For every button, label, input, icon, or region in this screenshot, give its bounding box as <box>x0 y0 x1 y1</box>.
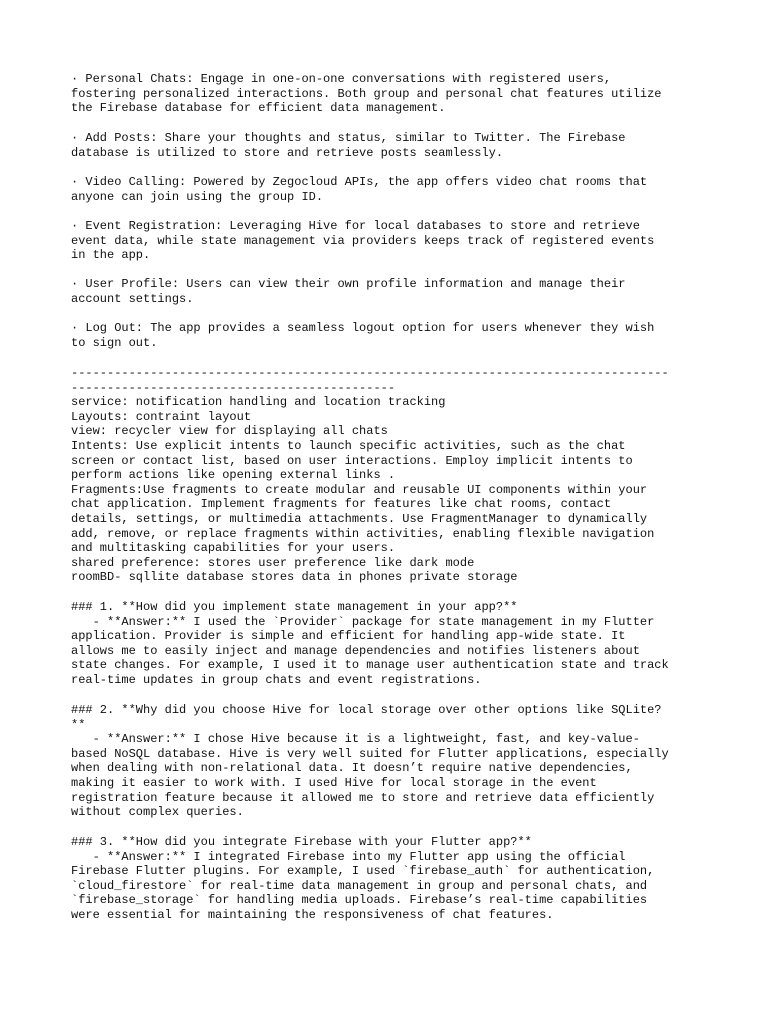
text-line: chat application. Implement fragments for features like chat rooms, contact <box>71 497 612 512</box>
question-heading: ### 3. **How did you integrate Firebase with your Flutter app?** <box>71 835 532 849</box>
text-line: and multitasking capabilities for your users. <box>71 541 396 556</box>
qa-hive-storage <box>71 703 721 820</box>
feature-user-profile <box>71 277 721 306</box>
text-line: Firebase Flutter plugins. For example, I used `firebase_auth` for authentication, <box>71 864 655 879</box>
feature-add-posts <box>71 131 721 160</box>
question-heading: ### 2. **Why did you choose Hive for local storage over other options like SQLite? <box>71 703 662 717</box>
text-line: `cloud_firestore` for real-time data management in group and personal chats, and <box>71 878 648 893</box>
text-line: fostering personalized interactions. Both group and personal chat features utilize <box>71 86 662 101</box>
text-line: - **Answer:** I integrated Firebase into my Flutter app using the official <box>71 849 626 864</box>
text-line: ** <box>71 717 86 732</box>
text-line: application. Provider is simple and efficient for handling app-wide state. It <box>71 629 626 644</box>
text-line: Layouts: contraint layout <box>71 409 252 424</box>
text-line: · Event Registration: Leveraging Hive for local databases to store and retrieve <box>71 219 640 233</box>
text-line: · Video Calling: Powered by Zegocloud APIs, the app offers video chat rooms that <box>71 175 648 189</box>
text-line: database is utilized to store and retrieve posts seamlessly. <box>71 145 504 160</box>
android-notes <box>71 366 721 585</box>
text-line: perform actions like opening external links . <box>71 468 396 483</box>
text-line: · Log Out: The app provides a seamless logout option for users whenever they wish <box>71 321 655 335</box>
text-line: add, remove, or replace fragments within activities, enabling flexible navigation <box>71 526 655 541</box>
text-line: service: notification handling and location tracking <box>71 395 446 410</box>
text-line: event data, while state management via providers keeps track of registered events <box>71 233 655 248</box>
text-line: screen or contact list, based on user interactions. Employ implicit intents to <box>71 453 633 468</box>
text-line: Fragments:Use fragments to create modular and reusable UI components within your <box>71 482 648 497</box>
text-line: account settings. <box>71 291 194 306</box>
text-line: were essential for maintaining the responsiveness of chat features. <box>71 907 554 922</box>
text-line: details, settings, or multimedia attachments. Use FragmentManager to dynamically <box>71 511 648 526</box>
text-line: allows me to easily inject and manage dependencies and notifies listeners about <box>71 643 640 658</box>
text-line: to sign out. <box>71 335 158 350</box>
text-line: roomBD- sqllite database stores data in phones private storage <box>71 570 518 585</box>
qa-state-management <box>71 600 721 688</box>
text-line: `firebase_storage` for handling media uploads. Firebase’s real-time capabilities <box>71 893 648 908</box>
qa-firebase-integration <box>71 835 721 923</box>
text-line: in the app. <box>71 248 151 263</box>
separator-line: --------------------------------------------- <box>71 380 396 395</box>
feature-video-calling <box>71 175 721 204</box>
text-line: anyone can join using the group ID. <box>71 189 324 204</box>
text-line: shared preference: stores user preference like dark mode <box>71 555 475 570</box>
text-line: without complex queries. <box>71 805 244 820</box>
text-line: Intents: Use explicit intents to launch specific activities, such as the chat <box>71 438 626 453</box>
question-heading: ### 1. **How did you implement state management in your app?** <box>71 600 518 614</box>
text-line: · User Profile: Users can view their own profile information and manage their <box>71 277 626 291</box>
text-line: real-time updates in group chats and event registrations. <box>71 672 482 687</box>
feature-personal-chats <box>71 72 721 116</box>
text-line: when dealing with non-relational data. It doesn’t require native dependencies, <box>71 761 633 776</box>
text-line: registration feature because it allowed me to store and retrieve data efficiently <box>71 790 655 805</box>
separator-line: ----------------------------------------------------------------------------------- <box>71 366 669 380</box>
text-line: - **Answer:** I used the `Provider` package for state management in my Flutter <box>71 614 655 629</box>
text-line: based NoSQL database. Hive is very well suited for Flutter applications, especially <box>71 746 669 761</box>
text-line: · Personal Chats: Engage in one-on-one conversations with registered users, <box>71 72 612 86</box>
text-line: the Firebase database for efficient data management. <box>71 101 446 116</box>
feature-log-out <box>71 321 721 350</box>
text-line: state changes. For example, I used it to manage user authentication state and track <box>71 658 669 673</box>
text-line: · Add Posts: Share your thoughts and status, similar to Twitter. The Firebase <box>71 131 626 145</box>
text-line: - **Answer:** I chose Hive because it is a lightweight, fast, and key-value- <box>71 732 640 747</box>
feature-event-registration <box>71 219 721 263</box>
text-line: view: recycler view for displaying all chats <box>71 424 388 439</box>
text-line: making it easier to work with. I used Hive for local storage in the event <box>71 775 597 790</box>
